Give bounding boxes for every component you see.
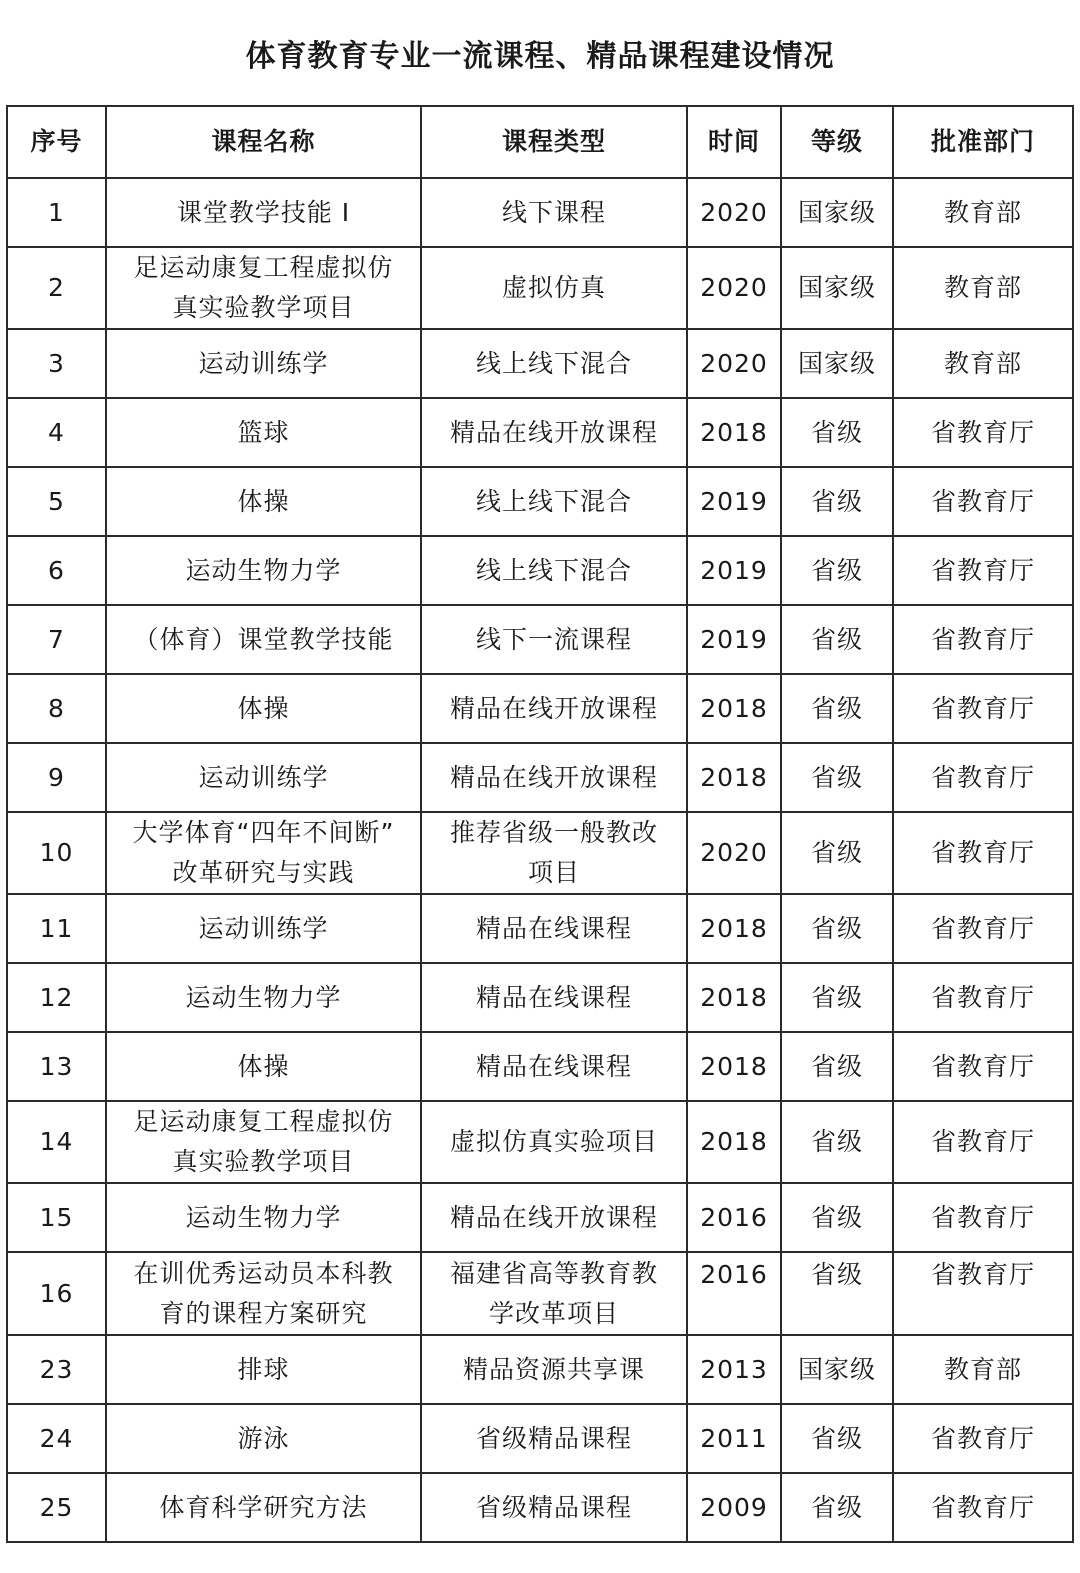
cell-name (106, 536, 421, 605)
table-row (7, 1183, 1073, 1252)
cell-name-line: 运动生物力学 (185, 1202, 342, 1232)
table-row (7, 247, 1073, 329)
cell-type-line: 精品在线开放课程 (449, 762, 658, 792)
cell-level: 省级 (781, 674, 893, 743)
cell-year: 2013 (687, 1335, 781, 1404)
cell-year: 2020 (687, 329, 781, 398)
table-row (7, 329, 1073, 398)
cell-name-line: 游泳 (237, 1423, 290, 1453)
cell-year: 2018 (687, 398, 781, 467)
cell-level: 国家级 (781, 247, 893, 329)
table-row (7, 536, 1073, 605)
cell-type-line: 推荐省级一般教改 (449, 818, 658, 847)
cell-year: 2019 (687, 467, 781, 536)
cell-type-line: 线上线下混合 (475, 348, 632, 378)
cell-no: 23 (7, 1335, 106, 1404)
cell-no: 9 (7, 743, 106, 812)
cell-year: 2009 (687, 1473, 781, 1542)
table-row (7, 1404, 1073, 1473)
cell-type (421, 1032, 687, 1101)
cell-name-line: 体操 (237, 693, 290, 723)
cell-type (421, 329, 687, 398)
cell-no: 4 (7, 398, 106, 467)
cell-no: 12 (7, 963, 106, 1032)
cell-type-line: 线下课程 (501, 197, 606, 227)
page-title: 体育教育专业一流课程、精品课程建设情况 (245, 39, 835, 74)
cell-name-line: 篮球 (237, 417, 290, 447)
cell-type (421, 894, 687, 963)
cell-dept: 省教育厅 (893, 963, 1073, 1032)
cell-type (421, 247, 687, 329)
cell-dept: 省教育厅 (893, 743, 1073, 812)
cell-name-line: 体育科学研究方法 (159, 1492, 368, 1522)
cell-name (106, 398, 421, 467)
cell-dept: 省教育厅 (893, 1252, 1073, 1335)
cell-year: 2019 (687, 536, 781, 605)
cell-name-line: 真实验教学项目 (172, 293, 355, 322)
cell-year: 2018 (687, 894, 781, 963)
cell-type-line: 精品在线开放课程 (449, 417, 658, 447)
cell-level: 国家级 (781, 329, 893, 398)
cell-dept: 省教育厅 (893, 467, 1073, 536)
header-no: 序号 (7, 106, 106, 178)
table-header-row (7, 106, 1073, 178)
cell-dept: 省教育厅 (893, 1032, 1073, 1101)
table-row (7, 467, 1073, 536)
cell-no: 6 (7, 536, 106, 605)
table-row (7, 743, 1073, 812)
cell-dept: 省教育厅 (893, 1183, 1073, 1252)
cell-name (106, 963, 421, 1032)
table-row (7, 963, 1073, 1032)
cell-no: 14 (7, 1101, 106, 1183)
cell-level: 省级 (781, 605, 893, 674)
cell-no: 11 (7, 894, 106, 963)
header-level: 等级 (781, 106, 893, 178)
cell-dept: 省教育厅 (893, 398, 1073, 467)
cell-name (106, 1032, 421, 1101)
cell-no: 7 (7, 605, 106, 674)
cell-level: 省级 (781, 1101, 893, 1183)
cell-type-line: 线下一流课程 (475, 624, 632, 654)
cell-level: 省级 (781, 1252, 893, 1335)
table-row (7, 1335, 1073, 1404)
cell-name (106, 674, 421, 743)
cell-type (421, 1473, 687, 1542)
cell-level: 省级 (781, 536, 893, 605)
cell-type (421, 812, 687, 894)
cell-year: 2016 (687, 1183, 781, 1252)
cell-year: 2018 (687, 1032, 781, 1101)
table-row (7, 812, 1073, 894)
cell-type (421, 963, 687, 1032)
table-body (7, 178, 1073, 1542)
cell-dept: 省教育厅 (893, 894, 1073, 963)
cell-year: 2020 (687, 247, 781, 329)
cell-name (106, 467, 421, 536)
cell-type (421, 674, 687, 743)
table-row (7, 1101, 1073, 1183)
cell-type (421, 743, 687, 812)
cell-name-line: 体操 (237, 486, 290, 516)
cell-type-line: 项目 (527, 858, 580, 887)
cell-name-line: 课堂教学技能 I (176, 197, 351, 227)
cell-name (106, 247, 421, 329)
cell-year: 2020 (687, 178, 781, 247)
cell-dept: 教育部 (893, 247, 1073, 329)
cell-year: 2018 (687, 963, 781, 1032)
cell-no: 15 (7, 1183, 106, 1252)
cell-dept: 省教育厅 (893, 1101, 1073, 1183)
cell-name-line: 在训优秀运动员本科教 (133, 1258, 394, 1288)
cell-type-line: 精品在线开放课程 (449, 1202, 658, 1232)
cell-type (421, 605, 687, 674)
cell-level: 省级 (781, 963, 893, 1032)
cell-level: 省级 (781, 1032, 893, 1101)
header-dept: 批准部门 (893, 106, 1073, 178)
cell-dept: 省教育厅 (893, 812, 1073, 894)
cell-type (421, 1404, 687, 1473)
cell-type-line: 精品在线课程 (475, 913, 632, 943)
cell-type (421, 398, 687, 467)
cell-name-line: （体育）课堂教学技能 (133, 624, 394, 654)
table-row (7, 894, 1073, 963)
cell-no: 3 (7, 329, 106, 398)
table-row (7, 1473, 1073, 1542)
cell-type-line: 虚拟仿真 (501, 273, 606, 302)
table-row (7, 1032, 1073, 1101)
cell-year: 2019 (687, 605, 781, 674)
cell-dept: 教育部 (893, 329, 1073, 398)
cell-type-line: 精品在线课程 (475, 982, 632, 1012)
cell-type (421, 536, 687, 605)
cell-level: 省级 (781, 1404, 893, 1473)
cell-type (421, 1335, 687, 1404)
cell-year: 2016 (687, 1252, 781, 1335)
cell-level: 省级 (781, 1473, 893, 1542)
cell-name-line: 大学体育“四年不间断” (132, 818, 395, 847)
cell-level: 省级 (781, 398, 893, 467)
cell-name (106, 1183, 421, 1252)
cell-dept: 省教育厅 (893, 1404, 1073, 1473)
cell-type-line: 精品在线课程 (475, 1051, 632, 1081)
cell-no: 13 (7, 1032, 106, 1101)
cell-type-line: 虚拟仿真实验项目 (449, 1127, 658, 1156)
cell-year: 2020 (687, 812, 781, 894)
table-row (7, 674, 1073, 743)
cell-name (106, 1252, 421, 1335)
cell-type (421, 1183, 687, 1252)
cell-no: 16 (7, 1252, 106, 1335)
cell-type (421, 467, 687, 536)
cell-type (421, 1101, 687, 1183)
table-row (7, 178, 1073, 247)
cell-type-line: 学改革项目 (488, 1298, 619, 1328)
cell-name-line: 运动生物力学 (185, 982, 342, 1012)
cell-name-line: 体操 (237, 1051, 290, 1081)
cell-name-line: 运动训练学 (198, 913, 329, 943)
cell-name-line: 运动训练学 (198, 348, 329, 378)
cell-type-line: 线上线下混合 (475, 486, 632, 516)
cell-type (421, 178, 687, 247)
cell-type-line: 线上线下混合 (475, 555, 632, 585)
cell-type-line: 省级精品课程 (475, 1492, 632, 1522)
cell-level: 国家级 (781, 1335, 893, 1404)
cell-name-line: 育的课程方案研究 (159, 1298, 368, 1328)
cell-name-line: 运动生物力学 (185, 555, 342, 585)
cell-type-line: 精品资源共享课 (462, 1354, 645, 1384)
cell-year: 2018 (687, 674, 781, 743)
cell-year: 2011 (687, 1404, 781, 1473)
cell-year: 2018 (687, 1101, 781, 1183)
cell-name (106, 178, 421, 247)
cell-name (106, 1404, 421, 1473)
cell-no: 25 (7, 1473, 106, 1542)
cell-name (106, 329, 421, 398)
cell-name (106, 1335, 421, 1404)
cell-name-line: 真实验教学项目 (172, 1147, 355, 1176)
cell-level: 国家级 (781, 178, 893, 247)
cell-type (421, 1252, 687, 1335)
cell-name-line: 改革研究与实践 (172, 858, 355, 887)
table-row (7, 398, 1073, 467)
cell-type-line: 福建省高等教育教 (449, 1258, 658, 1288)
cell-type-line: 精品在线开放课程 (449, 693, 658, 723)
cell-dept: 教育部 (893, 178, 1073, 247)
cell-dept: 省教育厅 (893, 674, 1073, 743)
cell-level: 省级 (781, 1183, 893, 1252)
cell-name-line: 运动训练学 (198, 762, 329, 792)
table-row (7, 605, 1073, 674)
cell-level: 省级 (781, 743, 893, 812)
cell-no: 24 (7, 1404, 106, 1473)
cell-no: 1 (7, 178, 106, 247)
cell-name (106, 1473, 421, 1542)
cell-name-line: 足运动康复工程虚拟仿 (133, 1107, 394, 1136)
cell-level: 省级 (781, 812, 893, 894)
cell-name (106, 743, 421, 812)
courses-table (6, 105, 1074, 1543)
cell-name (106, 894, 421, 963)
cell-year: 2018 (687, 743, 781, 812)
cell-name-line: 排球 (237, 1354, 290, 1384)
cell-type-line: 省级精品课程 (475, 1423, 632, 1453)
cell-name (106, 605, 421, 674)
cell-name-line: 足运动康复工程虚拟仿 (133, 253, 394, 282)
header-name: 课程名称 (106, 106, 421, 178)
table-row (7, 1252, 1073, 1335)
cell-no: 10 (7, 812, 106, 894)
cell-dept: 省教育厅 (893, 536, 1073, 605)
cell-no: 2 (7, 247, 106, 329)
cell-no: 8 (7, 674, 106, 743)
header-year: 时间 (687, 106, 781, 178)
cell-dept: 省教育厅 (893, 1473, 1073, 1542)
cell-level: 省级 (781, 467, 893, 536)
cell-level: 省级 (781, 894, 893, 963)
cell-name (106, 1101, 421, 1183)
cell-dept: 教育部 (893, 1335, 1073, 1404)
header-type: 课程类型 (421, 106, 687, 178)
cell-no: 5 (7, 467, 106, 536)
cell-dept: 省教育厅 (893, 605, 1073, 674)
cell-name (106, 812, 421, 894)
